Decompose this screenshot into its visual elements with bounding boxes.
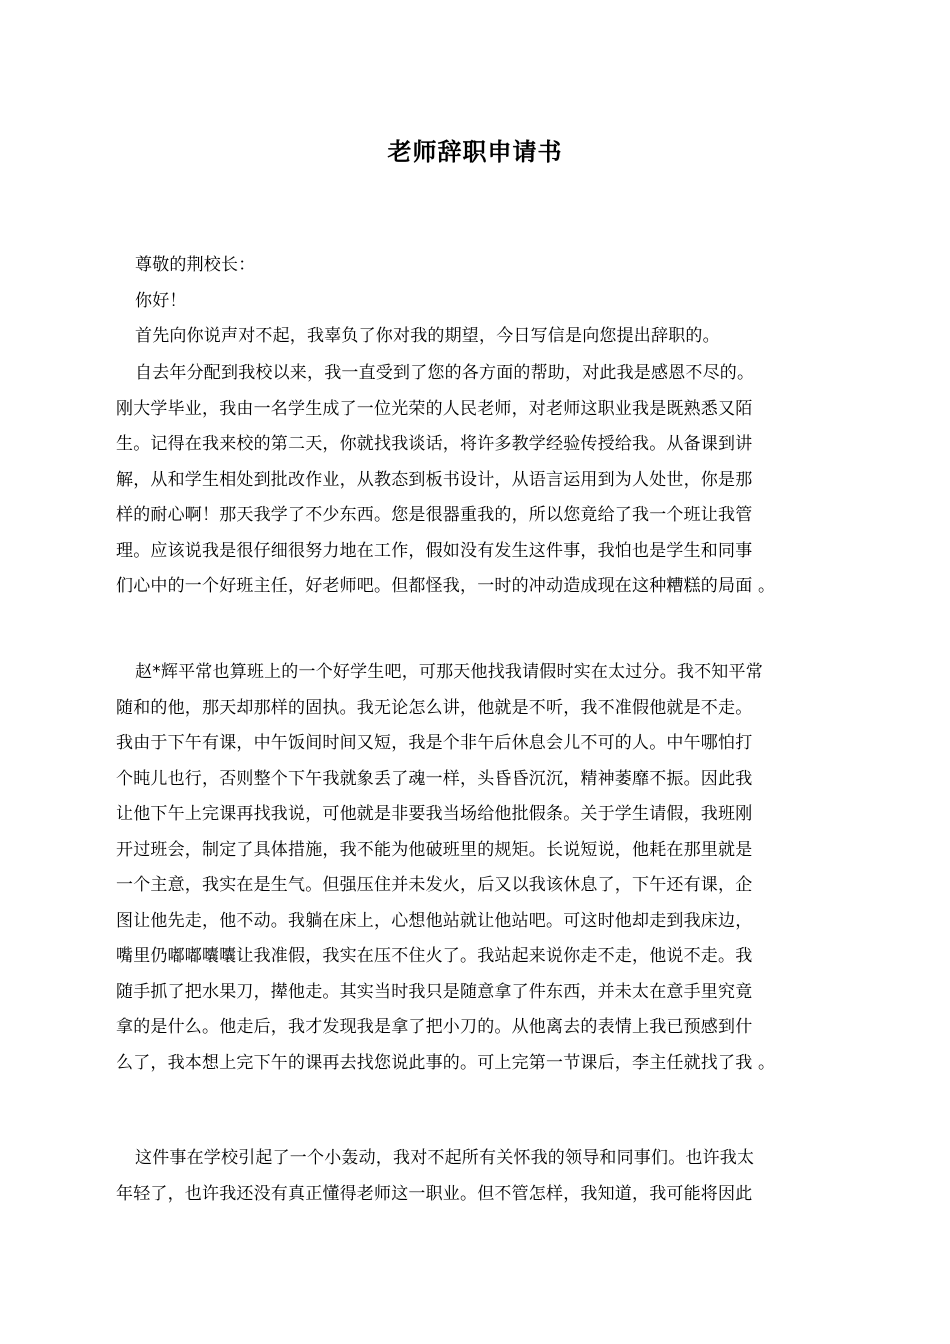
paragraph-line: 解，从和学生相处到批改作业，从教态到板书设计，从语言运用到为人处世，你是那	[116, 469, 753, 490]
paragraph-incident	[116, 655, 846, 1081]
paragraph-line: 一个主意，我实在是生气。但强压住并未发火，后又以我该休息了，下午还有课，企	[116, 875, 753, 895]
paragraph-line: 嘴里仍嘟嘟囔囔让我准假，我实在压不住火了。我站起来说你走不走，他说不走。我	[116, 946, 753, 966]
paragraph-line: 个盹儿也行，否则整个下午我就象丢了魂一样，头昏昏沉沉，精神萎靡不振。因此我	[116, 768, 753, 789]
paragraph-line: 图让他先走，他不动。我躺在床上，心想他站就让他站吧。可这时他却走到我床边，	[116, 910, 753, 931]
paragraph-line: 刚大学毕业，我由一名学生成了一位光荣的人民老师，对老师这职业我是既熟悉又陌	[116, 398, 753, 419]
paragraph-line: 么了，我本想上完下午的课再去找您说此事的。可上完第一节课后，李主任就找了我 。	[116, 1052, 776, 1073]
paragraph-line: 生。记得在我来校的第二天，你就找我谈话，将许多教学经验传授给我。从备课到讲	[116, 434, 753, 454]
salutation: 尊敬的荆校长：	[135, 255, 256, 275]
paragraph-line: 随手抓了把水果刀，撵他走。其实当时我只是随意拿了件东西，并未太在意手里究竟	[116, 981, 753, 1002]
paragraph-line: 们心中的一个好班主任，好老师吧。但都怪我，一时的冲动造成现在这种糟糕的局面 。	[116, 576, 776, 596]
paragraph-line: 这件事在学校引起了一个小轰动，我对不起所有关怀我的领导和同事们。也许我太	[135, 1148, 755, 1168]
opening-block	[116, 248, 846, 355]
paragraph-line: 我由于下午有课，中午饭间时间又短，我是个非午后休息会儿不可的人。中午哪怕打	[116, 733, 753, 753]
paragraph-line: 开过班会，制定了具体措施，我不能为他破班里的规矩。长说短说，他耗在那里就是	[116, 839, 753, 860]
paragraph-line: 拿的是什么。他走后，我才发现我是拿了把小刀的。从他离去的表情上我已预感到什	[116, 1017, 753, 1037]
paragraph-line: 让他下午上完课再找我说，可他就是非要我当场给他批假条。关于学生请假，我班刚	[116, 804, 753, 824]
paragraph-consequence	[116, 1141, 846, 1212]
paragraph-line: 赵*辉平常也算班上的一个好学生吧，可那天他找我请假时实在太过分。我不知平常	[135, 662, 763, 682]
paragraph-background	[116, 356, 846, 605]
paragraph-line: 样的耐心啊！那天我学了不少东西。您是很器重我的，所以您竟给了我一个班让我管	[116, 505, 753, 525]
paragraph-line: 自去年分配到我校以来，我一直受到了您的各方面的帮助，对此我是感恩不尽的。	[135, 363, 755, 383]
paragraph-line: 年轻了，也许我还没有真正懂得老师这一职业。但不管怎样，我知道，我可能将因此	[116, 1183, 753, 1204]
paragraph-apology: 首先向你说声对不起，我辜负了你对我的期望，今日写信是向您提出辞职的。	[135, 326, 720, 346]
paragraph-line: 理。应该说我是很仔细很努力地在工作，假如没有发生这件事，我怕也是学生和同事	[116, 540, 753, 561]
greeting: 你好！	[135, 290, 187, 311]
document-title: 老师辞职申请书	[387, 138, 563, 166]
paragraph-line: 随和的他，那天却那样的固执。我无论怎么讲，他就是不听，我不准假他就是不走。	[116, 697, 753, 718]
